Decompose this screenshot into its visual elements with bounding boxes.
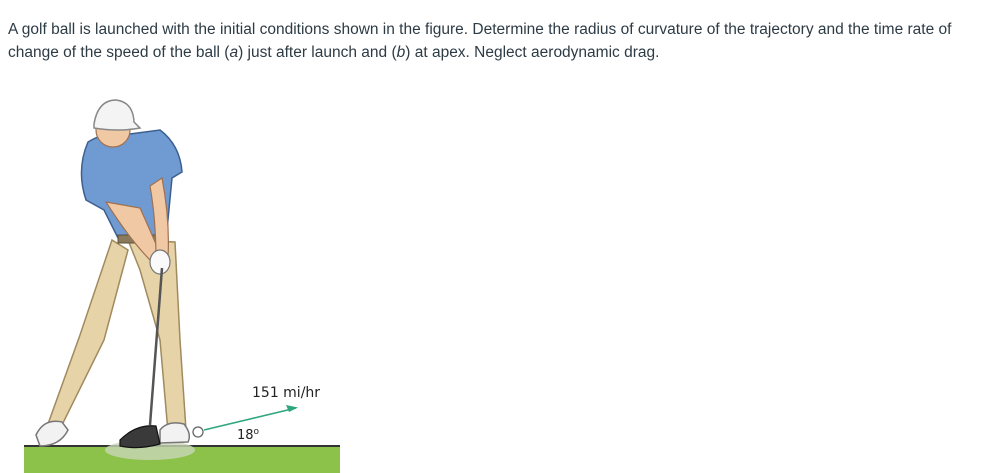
velocity-arrowhead xyxy=(286,405,298,412)
golf-ball xyxy=(193,427,203,437)
problem-text-part2: ) just after launch and ( xyxy=(238,44,397,61)
golfer-illustration xyxy=(0,90,360,473)
hands xyxy=(150,250,170,274)
degree-symbol: o xyxy=(253,427,260,437)
angle-label xyxy=(237,427,259,443)
front-shoe xyxy=(160,423,189,443)
angle-value: 18 xyxy=(237,428,254,443)
golf-figure xyxy=(0,90,360,473)
back-leg xyxy=(48,240,128,425)
back-shoe xyxy=(36,421,68,446)
golf-cap xyxy=(94,100,140,130)
part-a-label: a xyxy=(229,44,239,61)
problem-statement xyxy=(8,18,993,64)
speed-label: 151 mi/hr xyxy=(252,385,321,401)
problem-text-part3: ) at apex. Neglect aerodynamic drag. xyxy=(405,44,660,61)
part-b-label: b xyxy=(396,44,406,61)
club-head xyxy=(120,426,160,448)
problem-text-part1: A golf ball is launched with the initial conditions shown in the figure. Determine the radius of curvature of the trajectory and the time rate of change of the speed of the ball ( xyxy=(8,21,952,61)
